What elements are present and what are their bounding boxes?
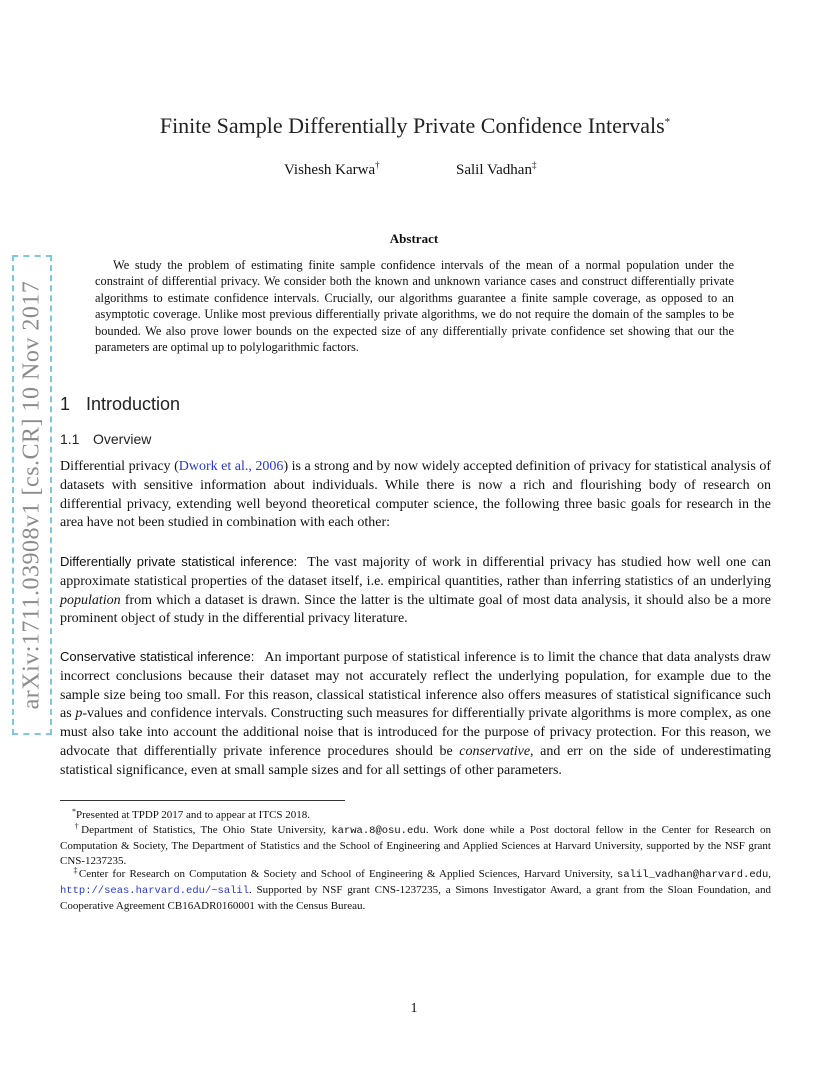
author-mark: ‡: [531, 160, 537, 170]
text-run: . Supported by NSF grant CNS-1237235, a Simons Investigator Award, a grant from the Sloan Foundation, and Cooperative Agreement CB16ADR0160001 with the Census Bureau.: [60, 883, 771, 912]
subsection-number: 1.1: [60, 431, 80, 447]
footnote-2: [60, 820, 771, 868]
paper-title: [60, 113, 770, 139]
subsection-heading: [60, 431, 151, 447]
emphasis: p: [75, 706, 83, 722]
author-name: Vishesh Karwa: [284, 162, 376, 178]
text-run: The vast majority of work in differential privacy has studied how well one can approximate statistical properties of the dataset itself, i.e. empirical quantities, rather than inferring statistics of an underlying: [60, 555, 771, 589]
footnote-mark: *: [72, 807, 76, 816]
paragraph-lead: Conservative statistical inference:: [60, 649, 255, 664]
paragraph-intro: [60, 458, 771, 533]
text-run: -values and confidence intervals. Constructing such measures for differentially private algorithms is more complex, as one must also take into account the additional noise that is introduced for the purpose of privacy protection. For this reason, we advocate that differentially private inference procedures should be: [60, 706, 771, 759]
subsection-title: Overview: [93, 431, 152, 447]
author-name: Salil Vadhan: [456, 162, 532, 178]
title-text: Finite Sample Differentially Private Confidence Intervals: [159, 113, 665, 138]
paragraph-conservative-inference: [60, 648, 771, 781]
text-run: Center for Research on Computation & Society and School of Engineering & Applied Sciences, Harvard University,: [78, 868, 618, 880]
author-2: [456, 160, 536, 179]
text-run: ) is a strong and by now widely accepted definition of privacy for statistical analysis of datasets with sensitive information about individuals. While there is now a rich and flourishing body of research on differential privacy, extending well beyond theoretical computer science, the following three basic goals for research in the area have not been studied in combination with each other:: [60, 459, 772, 531]
emphasis: population: [60, 592, 121, 608]
citation-link[interactable]: Dwork et al., 2006: [178, 459, 284, 474]
section-title: Introduction: [86, 394, 181, 414]
page-number: 1: [410, 1001, 418, 1016]
abstract-heading: Abstract: [389, 231, 439, 246]
homepage-link[interactable]: http://seas.harvard.edu/~salil: [60, 884, 250, 897]
abstract-text: We study the problem of estimating finite sample confidence intervals of the mean of a normal population under the constraint of differential privacy. We consider both the known and unknown variance cases and construct differentially private algorithms to estimate confidence intervals. Crucially, our algorithms guarantee a finite sample coverage, as opposed to an asymptotic coverage. Unlike most previous differentially private algorithms, we do not require the domain of the samples to be bounded. We also prove lower bounds on the expected size of any differentially private confidence set showing that our the parameters are optimal up to polylogarithmic factors.: [95, 258, 734, 355]
paragraph-lead: Differentially private statistical inference:: [60, 554, 298, 569]
email-address: salil_vadhan@harvard.edu: [617, 869, 769, 881]
footnote-mark: †: [72, 822, 82, 831]
title-footnote-mark: *: [664, 116, 671, 128]
section-number: 1: [60, 394, 71, 414]
footnote-mark: ‡: [72, 866, 79, 875]
paragraph-private-inference: [60, 553, 771, 629]
text-run: Department of Statistics, The Ohio State University,: [81, 824, 332, 836]
text-run: ,: [768, 868, 772, 880]
text-run: . Work done while a Post doctoral fellow in the Center for Research on Computation & Society, The Department of Statistics and the School of Engineering and Applied Sciences at Harvard University, supported by the NSF grant CNS-1237235.: [60, 824, 772, 867]
arxiv-stamp: [12, 255, 52, 735]
text-run: Presented at TPDP 2017 and to appear at ITCS 2018.: [76, 809, 311, 821]
author-mark: †: [375, 160, 380, 170]
footnote-3: [60, 864, 771, 913]
author-1: [284, 160, 380, 179]
section-heading: [60, 394, 180, 415]
text-run: , and err on the side of underestimating statistical significance, even at small sample sizes and for all settings of other parameters.: [60, 743, 772, 778]
text-run: An important purpose of statistical inference is to limit the chance that data analysts draw incorrect conclusions because their dataset may not accurately reflect the underlying population, for example due to the sample size being too small. For this reason, classical statistical inference also offers measures of statistical significance such as: [60, 650, 771, 722]
emphasis: conservative: [459, 743, 531, 759]
text-run: from which a dataset is drawn. Since the latter is the ultimate goal of most data analysis, it should also be a more prominent object of study in the differential privacy literature.: [60, 592, 771, 627]
text-run: Differential privacy (: [60, 459, 179, 474]
email-address: karwa.8@osu.edu: [331, 825, 426, 837]
arxiv-id: arXiv:1711.03908v1 [cs.CR] 10 Nov 2017: [18, 280, 45, 710]
footnote-divider: [60, 800, 345, 801]
